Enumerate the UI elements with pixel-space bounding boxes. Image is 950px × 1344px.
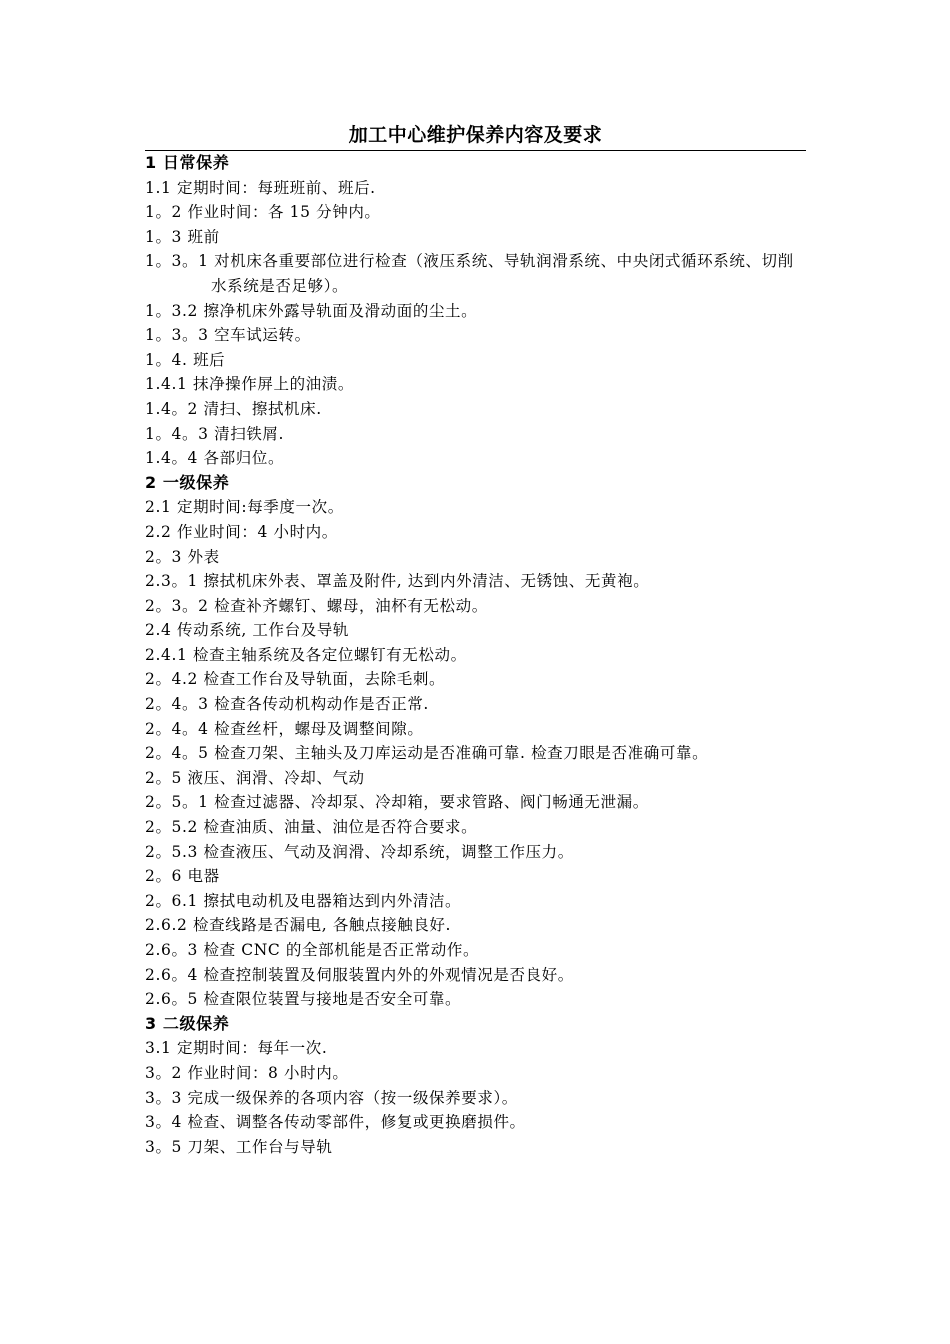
document-line: 2.4.1 检查主轴系统及各定位螺钉有无松动。 — [145, 645, 467, 664]
document-line: 1。4。3 清扫铁屑. — [145, 424, 285, 443]
document-line: 2。4。3 检查各传动机构动作是否正常. — [145, 695, 429, 714]
document-line: 1。2 作业时间：各 15 分钟内。 — [145, 203, 381, 222]
document-body — [145, 151, 806, 1159]
document-line: 3。3 完成一级保养的各项内容（按一级保养要求）。 — [145, 1088, 518, 1107]
document-line: 2.6。5 检查限位装置与接地是否安全可靠。 — [145, 990, 462, 1009]
document-line: 2。6.1 擦拭电动机及电器箱达到内外清洁。 — [145, 891, 462, 910]
document-line: 2。3。2 检查补齐螺钉、螺母，油杯有无松动。 — [145, 596, 488, 615]
document-line: 2.4 传动系统, 工作台及导轨 — [145, 621, 350, 640]
document-line: 2。6 电器 — [145, 867, 220, 886]
document-page — [145, 120, 806, 1159]
document-line: 2。4。5 检查刀架、主轴头及刀库运动是否准确可靠. 检查刀眼是否准确可靠。 — [145, 744, 709, 763]
document-line: 2.3。1 擦拭机床外表、罩盖及附件, 达到内外清洁、无锈蚀、无黄袍。 — [145, 572, 650, 591]
document-line: 2。5。1 检查过滤器、冷却泵、冷却箱，要求管路、阀门畅通无泄漏。 — [145, 793, 649, 812]
document-title: 加工中心维护保养内容及要求 — [145, 120, 806, 151]
document-line: 1。3。3 空车试运转。 — [145, 326, 311, 345]
document-line: 2。4。4 检查丝杆，螺母及调整间隙。 — [145, 719, 424, 738]
document-line: 2.6.2 检查线路是否漏电, 各触点接触良好. — [145, 916, 452, 935]
document-line: 2。4.2 检查工作台及导轨面，去除毛刺。 — [145, 670, 446, 689]
document-line: 1。4. 班后 — [145, 350, 226, 369]
document-line: 2。3 外表 — [145, 547, 220, 566]
document-line: 3。2 作业时间：8 小时内。 — [145, 1063, 349, 1082]
document-line: 2.6。3 检查 CNC 的全部机能是否正常动作。 — [145, 941, 480, 959]
document-line: 1。3。1 对机床各重要部位进行检查（液压系统、导轨润滑系统、中央闭式循环系统、切削水系统是否足够）。 — [145, 252, 794, 295]
document-line: 1.1 定期时间：每班班前、班后. — [145, 178, 376, 197]
document-line: 2。5.3 检查液压、气动及润滑、冷却系统，调整工作压力。 — [145, 842, 574, 861]
document-line: 1.4.1 抹净操作屏上的油渍。 — [145, 375, 354, 394]
document-line: 2.1 定期时间:每季度一次。 — [145, 498, 344, 517]
document-line: 3。4 检查、调整各传动零部件，修复或更换磨损件。 — [145, 1113, 526, 1132]
document-line: 1。3 班前 — [145, 227, 220, 246]
document-line: 1.4。4 各部归位。 — [145, 449, 285, 468]
document-line: 2。5 液压、润滑、冷却、气动 — [145, 768, 365, 787]
document-line: 1.4。2 清扫、擦拭机床. — [145, 399, 322, 418]
section-heading: 2 一级保养 — [145, 472, 230, 492]
document-line: 3.1 定期时间：每年一次. — [145, 1039, 328, 1058]
document-line: 2.6。4 检查控制装置及伺服装置内外的外观情况是否良好。 — [145, 965, 574, 984]
section-heading: 3 二级保养 — [145, 1013, 230, 1033]
document-line: 2.2 作业时间：4 小时内。 — [145, 522, 338, 541]
document-line: 3。5 刀架、工作台与导轨 — [145, 1137, 333, 1156]
document-line: 2。5.2 检查油质、油量、油位是否符合要求。 — [145, 818, 478, 837]
document-line: 1。3.2 擦净机床外露导轨面及滑动面的尘土。 — [145, 301, 478, 320]
section-heading: 1 日常保养 — [145, 153, 230, 172]
